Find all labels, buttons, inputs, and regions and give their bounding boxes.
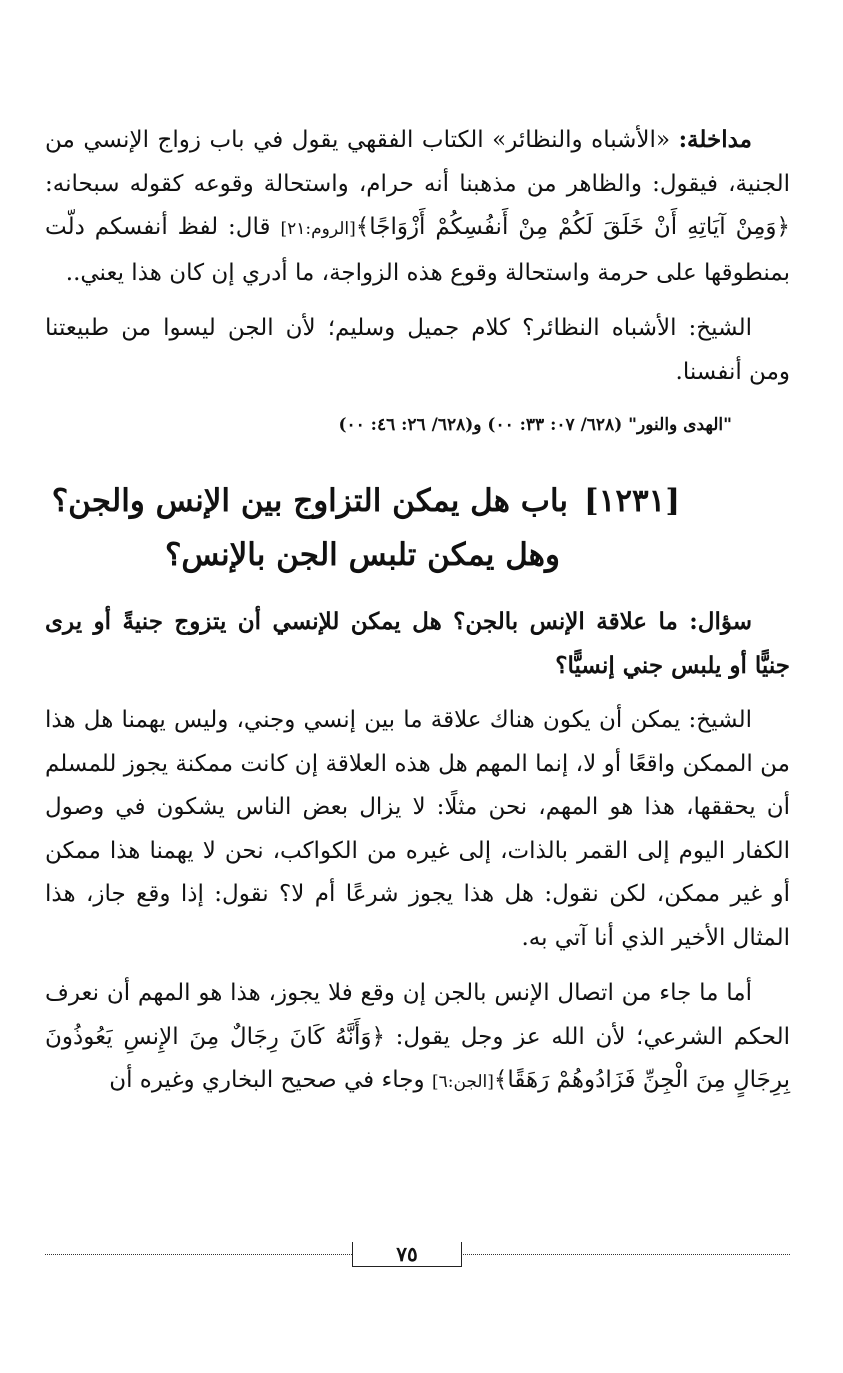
verse-reference: [الروم:٢١] xyxy=(280,219,356,239)
question-text: سؤال: ما علاقة الإنس بالجن؟ هل يمكن للإنسي أن يتزوج جنيةً أو يرى جنيًّا أو يلبس جني إنسيًّا؟ xyxy=(45,608,790,679)
paragraph-text: يمكن أن يكون هناك علاقة ما بين إنسي وجني، وليس يهمنا هل هذا من الممكن واقعًا أو لا، إنما المهم هل هذه العلاقة إن كانت ممكنة يجوز للمسلم أن يحققها، هذا هو المهم، نحن مثلًا: لا يزال بعض الناس يشكون في وصول الكفار اليوم إلى القمر بالذات، إلى غيره من الكواكب، نحن لا يهمنا هذا ممكن أو غير ممكن، لكن نقول: هل هذا يجوز شرعًا أم لا؟ نقول: إذا وقع جاز، هذا المثال الأخير الذي أنا آتي به. xyxy=(45,707,790,951)
paragraph-intervention xyxy=(45,118,790,295)
paragraph-sheikh-answer xyxy=(45,307,790,394)
chapter-title xyxy=(45,474,790,582)
source-citation: "الهدى والنور" (٦٢٨/ ٠٧: ٣٣: ٠٠) و(٦٢٨/ ٢٦: ٤٦: ٠٠) xyxy=(338,415,732,435)
page-footer xyxy=(45,1242,790,1268)
verse-reference: [الجن:٦] xyxy=(431,1072,494,1092)
paragraph-text: «الأشباه والنظائر» الكتاب الفقهي يقول في باب زواج الإنسي من الجنية، فيقول: والظاهر من مذهبنا أنه حرام، واستحالة وقوعه كقوله سبحانه: xyxy=(45,127,790,197)
chapter-number: [١٢٣١] xyxy=(584,483,680,519)
page-body xyxy=(45,118,790,1105)
paragraph-text: وجاء في صحيح البخاري وغيره أن xyxy=(109,1067,432,1093)
paragraph-ruling xyxy=(45,972,790,1105)
chapter-title-line2: وهل يمكن تلبس الجن بالإنس؟ xyxy=(164,537,560,573)
speaker-label: الشيخ: xyxy=(688,707,752,733)
paragraph-text: قال: لفظ أنفسكم دلّت بمنطوقها على حرمة واستحالة وقوع هذه الزواجة، ما أدري إن كان هذا يعني.. xyxy=(45,214,790,286)
chapter-title-line1: باب هل يمكن التزاوج بين الإنس والجن؟ xyxy=(51,483,569,519)
quran-verse: ﴿وَأَنَّهُ كَانَ رِجَالٌ مِنَ الإِنسِ يَعُوذُونَ بِرِجَالٍ مِنَ الْجِنِّ فَزَادُوهُمْ رَهَقًا﴾ xyxy=(45,1023,790,1093)
paragraph-text: أما ما جاء من اتصال الإنس بالجن إن وقع فلا يجوز، هذا هو المهم أن نعرف الحكم الشرعي؛ لأن الله عز وجل يقول: xyxy=(45,980,790,1050)
paragraph-text: الأشباه النظائر؟ كلام جميل وسليم؛ لأن الجن ليسوا من طبيعتنا ومن أنفسنا. xyxy=(45,315,790,385)
speaker-label: مداخلة: xyxy=(678,126,752,153)
paragraph-sheikh-reply xyxy=(45,699,790,960)
speaker-label: الشيخ: xyxy=(688,315,752,341)
quran-verse: ﴿وَمِنْ آيَاتِهِ أَنْ خَلَقَ لَكُمْ مِنْ أَنفُسِكُمْ أَزْوَاجًا﴾ xyxy=(355,214,790,240)
page-number: ٧٥ xyxy=(352,1242,462,1267)
